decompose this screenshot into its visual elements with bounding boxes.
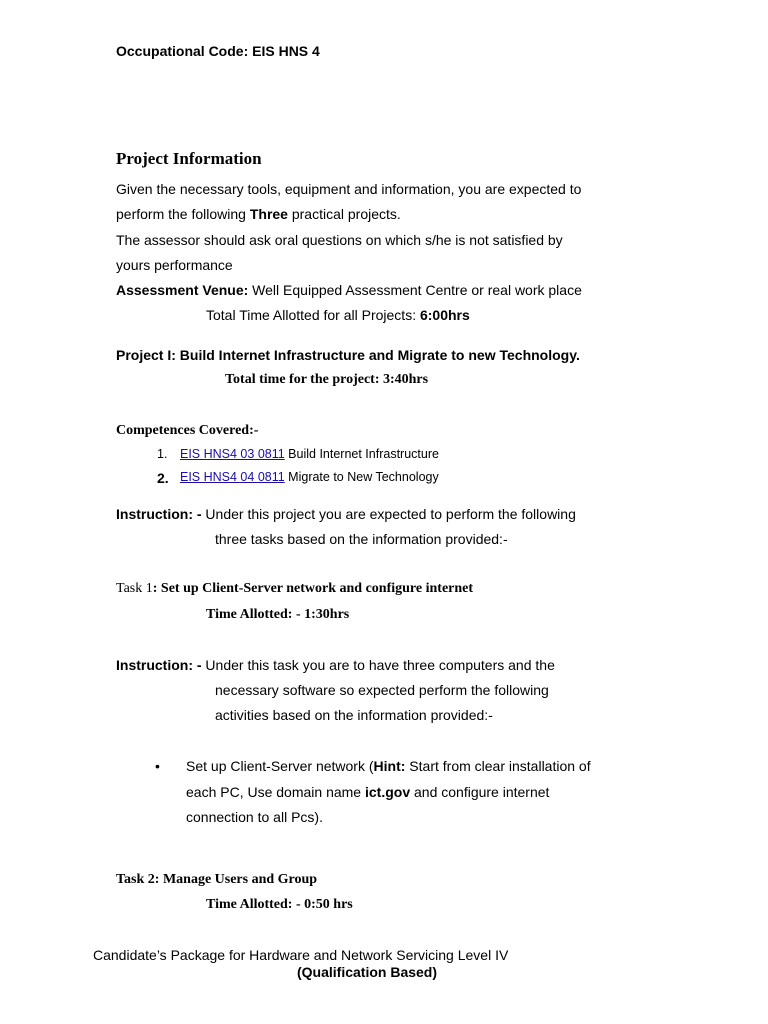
bullet-line-2-pre: each PC, Use domain name (186, 784, 365, 800)
task2-title: Task 2: Manage Users and Group (116, 872, 318, 887)
occupational-code: Occupational Code: EIS HNS 4 (116, 43, 320, 59)
project1-title: Project I: Build Internet Infrastructure and Migrate to new Technology. (116, 347, 580, 363)
intro-line-2-pre: perform the following (116, 206, 250, 222)
task1-bullet-line-3: connection to all Pcs). (186, 809, 323, 825)
project1-instruction-line-2: three tasks based on the information provided:- (215, 531, 508, 547)
task1-instruction-line-2: necessary software so expected perform the following (215, 682, 549, 698)
venue-value: Well Equipped Assessment Centre or real work place (248, 282, 582, 298)
assessment-venue (116, 282, 582, 298)
task1-bullet-line-2 (186, 784, 549, 800)
intro-line-2-bold: Three (249, 206, 288, 222)
bullet-line-2-bold: ict.gov (364, 784, 411, 800)
competence-name: Build Internet Infrastructure (284, 447, 439, 461)
competences-heading: Competences Covered:- (116, 423, 259, 438)
total-time-label: Total Time Allotted for all Projects: (206, 307, 420, 323)
assessor-line-2: yours performance (116, 257, 233, 273)
bullet-line-1-post: Start from clear installation of (405, 758, 591, 774)
competence-number: 1. (157, 447, 168, 461)
venue-label: Assessment Venue: (116, 282, 249, 298)
competence-item (157, 470, 169, 486)
intro-line-2 (116, 206, 401, 222)
competence-item-text (180, 470, 439, 484)
task2-time: Time Allotted: - 0:50 hrs (206, 897, 353, 912)
competence-name: Migrate to New Technology (284, 470, 439, 484)
assessor-line-1: The assessor should ask oral questions on which s/he is not satisfied by (116, 232, 563, 248)
bullet-line-2-post: and configure internet (410, 784, 550, 800)
footer-line-2: (Qualification Based) (297, 964, 438, 980)
intro-line-1: Given the necessary tools, equipment and information, you are expected to (116, 181, 582, 197)
bullet-icon: • (155, 758, 160, 774)
competence-item-text (180, 447, 439, 461)
bullet-line-1-pre: Set up Client-Server network ( (186, 758, 374, 774)
total-time-all-projects (206, 307, 470, 323)
competence-code-link[interactable]: EIS HNS4 04 0811 (180, 470, 285, 484)
competence-number: 2. (157, 470, 169, 486)
task1-instruction (116, 657, 555, 673)
intro-line-2-post: practical projects. (287, 206, 401, 222)
competence-item (157, 447, 167, 461)
task1-bullet-line-1 (186, 758, 591, 774)
project-info-heading: Project Information (116, 149, 262, 168)
total-time-value: 6:00hrs (419, 307, 470, 323)
bullet-line-1-bold: Hint: (373, 758, 406, 774)
task1-title (116, 581, 473, 597)
footer-line-1: Candidate’s Package for Hardware and Network Servicing Level IV (93, 947, 509, 963)
instruction-line-1: Under this task you are to have three computers and the (201, 657, 555, 673)
instruction-label: Instruction: - (116, 657, 202, 673)
project1-total-time: Total time for the project: 3:40hrs (225, 372, 429, 387)
task1-instruction-line-3: activities based on the information provided:- (215, 707, 493, 723)
instruction-line-1: Under this project you are expected to perform the following (201, 506, 576, 522)
project1-instruction (116, 506, 576, 522)
instruction-label: Instruction: - (116, 506, 202, 522)
task1-title-post: : Set up Client-Server network and configure internet (152, 581, 474, 596)
competence-code-link[interactable]: EIS HNS4 03 0811 (180, 447, 285, 461)
task1-title-pre: Task 1 (116, 581, 153, 596)
task1-time: Time Allotted: - 1:30hrs (206, 607, 350, 622)
